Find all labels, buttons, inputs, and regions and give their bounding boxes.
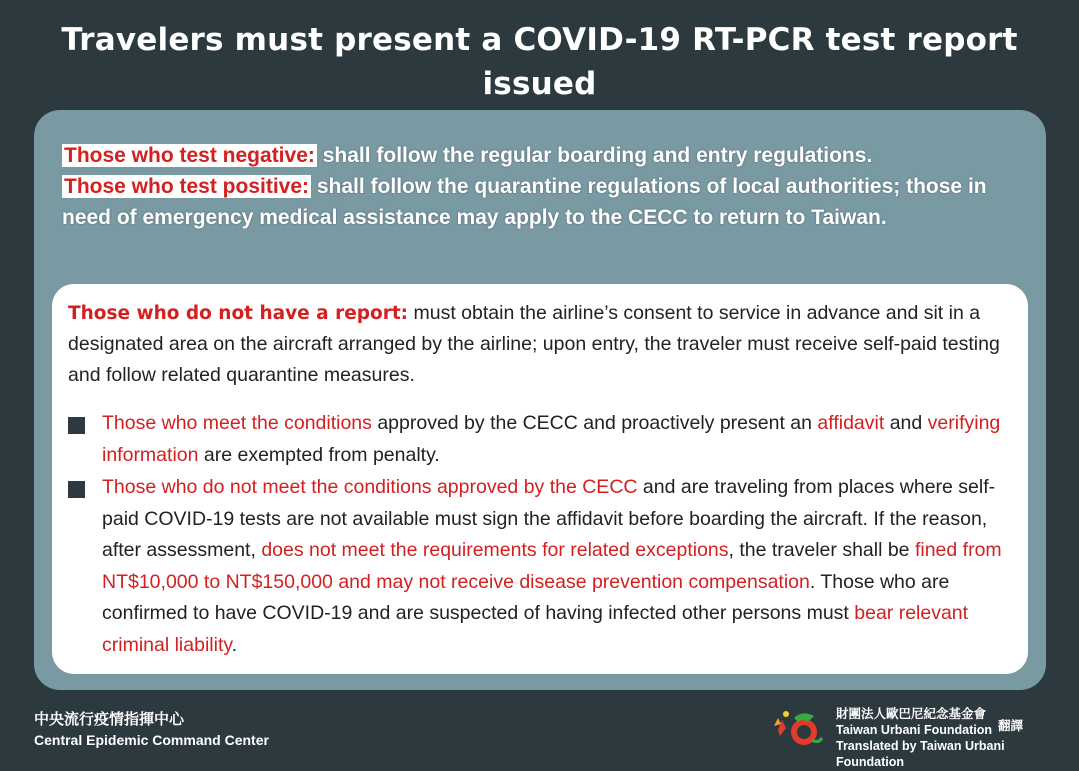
- positive-label: Those who test positive:: [64, 175, 310, 198]
- cecc-name-en: Central Epidemic Command Center: [34, 732, 269, 748]
- bullet2-text-2: , the traveler shall be: [728, 539, 915, 561]
- no-report-text: must obtain the airline’s consent to service in advance and sit in a designated area on the aircraft arranged by the airline; upon entry, the traveler must receive self-paid testing and follow related quarantine measures.: [68, 302, 1000, 386]
- taiwan-urbani-foundation-logo-icon: [772, 706, 828, 750]
- translated-label-zh: 翻譯: [998, 719, 1024, 733]
- bullet2-red-4: bear relevant criminal liability: [102, 602, 969, 656]
- bullet2-red-3: fined from NT$10,000 to NT$150,000 and may not receive disease prevention compensation: [102, 539, 1002, 593]
- bullet1-red-2: affidavit: [817, 412, 885, 434]
- foundation-name-zh: 財團法人歐巴尼紀念基金會: [836, 707, 987, 721]
- cecc-credit: [34, 710, 269, 750]
- bullet-item-exempt: [68, 408, 1014, 471]
- translated-by-en: Translated by Taiwan Urbani Foundation: [836, 739, 1005, 769]
- positive-text: shall follow the quarantine regulations of local authorities; those in need of emergency medical assistance may apply to the CECC to return to Taiwan.: [62, 175, 987, 229]
- square-bullet-icon: [68, 417, 85, 434]
- no-report-paragraph: [68, 298, 1014, 391]
- no-report-label: Those who do not have a report:: [68, 303, 409, 324]
- bullet-item-penalty: [68, 472, 1014, 661]
- test-result-rules: [62, 140, 1022, 233]
- info-panel: [34, 110, 1046, 690]
- title-line-1: Travelers must present a COVID-19 RT-PCR test report issued: [61, 22, 1018, 102]
- bullet1-text-1: approved by the CECC and proactively present an: [371, 412, 818, 434]
- bullet2-text-3: . Those who are confirmed to have COVID-19 and are suspected of having infected other persons must: [102, 570, 950, 624]
- cecc-name-zh: 中央流行疫情指揮中心: [34, 711, 185, 728]
- translator-credit: [772, 704, 1062, 769]
- bullet2-text-1: and are traveling from places where self-paid COVID-19 tests are not available must sign the affidavit before boarding the aircraft. If the reason, after assessment,: [102, 476, 996, 561]
- bullet1-red-3: verifying information: [102, 412, 1001, 466]
- foundation-names: [836, 706, 1062, 770]
- bullet2-red-1: Those who do not meet the conditions approved by the CECC: [102, 476, 638, 498]
- bullet2-red-2: does not meet the requirements for related exceptions: [261, 539, 729, 561]
- square-bullet-icon: [68, 481, 85, 498]
- no-report-card: [52, 284, 1028, 674]
- bullet2-text-4: .: [231, 633, 238, 656]
- bullet1-text-3: are exempted from penalty.: [198, 443, 440, 466]
- bullet1-text-2: and: [884, 412, 928, 434]
- bullet1-red-1: Those who meet the conditions: [102, 412, 372, 434]
- negative-label: Those who test negative:: [64, 144, 315, 167]
- negative-text: shall follow the regular boarding and entry regulations.: [316, 144, 873, 167]
- foundation-name-en: Taiwan Urbani Foundation: [836, 723, 993, 737]
